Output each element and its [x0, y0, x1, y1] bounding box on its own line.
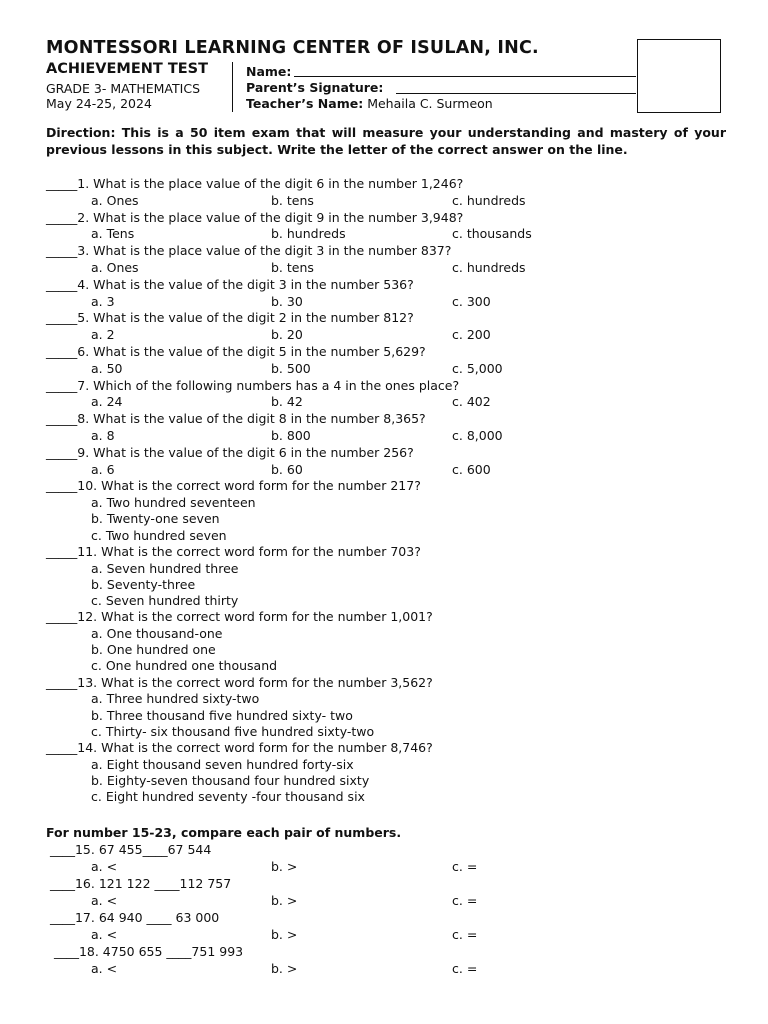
parent-signature-field[interactable] [246, 80, 383, 95]
compare-question-15: ____15. 67 455____67 544 [46, 842, 212, 857]
q10-option-c: c. Two hundred seven [91, 527, 227, 543]
question-1: _____1. What is the place value of the digit 6 in the number 1,246? [46, 176, 464, 191]
photo-box [637, 39, 721, 113]
q1-option-a: a. Ones [91, 192, 139, 208]
q7-option-a: a. 24 [91, 394, 123, 410]
question-3: _____3. What is the place value of the digit 3 in the number 837? [46, 243, 452, 259]
q6-option-c: c. 5,000 [452, 360, 503, 376]
q15-option-b: b. > [271, 859, 298, 874]
q11-option-c: c. Seven hundred thirty [91, 593, 239, 608]
question-12: _____12. What is the correct word form for the number 1,001? [46, 609, 433, 625]
compare-heading: For number 15-23, compare each pair of numbers. [46, 825, 402, 840]
q13-option-b: b. Three thousand five hundred sixty- two [91, 707, 353, 723]
test-title: ACHIEVEMENT TEST [46, 61, 208, 77]
q13-option-a: a. Three hundred sixty-two [91, 691, 260, 707]
q10-option-a: a. Two hundred seventeen [91, 495, 256, 511]
q5-option-c: c. 200 [452, 327, 491, 343]
q3-option-a: a. Ones [91, 260, 139, 275]
grade-subject: GRADE 3- MATHEMATICS [46, 81, 200, 96]
q4-option-b: b. 30 [271, 293, 303, 309]
question-11: _____11. What is the correct word form for the number 703? [46, 543, 421, 559]
q17-option-c: c. = [452, 927, 478, 942]
q9-option-a: a. 6 [91, 461, 115, 477]
parent-signature-underline [396, 93, 636, 94]
q12-option-b: b. One hundred one [91, 642, 216, 658]
q17-option-a: a. < [91, 927, 118, 942]
q6-option-b: b. 500 [271, 360, 311, 376]
q17-option-b: b. > [271, 927, 298, 942]
compare-question-18: ____18. 4750 655 ____751 993 [46, 944, 244, 959]
q4-option-a: a. 3 [91, 293, 115, 309]
question-6: _____6. What is the value of the digit 5 in the number 5,629? [46, 344, 426, 359]
q18-option-a: a. < [91, 961, 118, 976]
q1-option-c: c. hundreds [452, 192, 526, 208]
q14-option-c: c. Eight hundred seventy -four thousand six [91, 789, 365, 805]
q18-option-b: b. > [271, 961, 298, 976]
q14-option-a: a. Eight thousand seven hundred forty-six [91, 756, 354, 772]
q13-option-c: c. Thirty- six thousand five hundred sixty-two [91, 723, 375, 739]
q3-option-c: c. hundreds [452, 260, 526, 275]
question-7: _____7. Which of the following numbers has a 4 in the ones place? [46, 377, 460, 393]
question-2: _____2. What is the place value of the digit 9 in the number 3,948? [46, 209, 464, 225]
q16-option-c: c. = [452, 893, 478, 908]
question-9: _____9. What is the value of the digit 6 in the number 256? [46, 444, 414, 460]
q3-option-b: b. tens [271, 260, 314, 275]
q2-option-c: c. thousands [452, 226, 532, 242]
header-divider [232, 62, 233, 112]
name-underline [294, 76, 636, 77]
question-5: _____5. What is the value of the digit 2 in the number 812? [46, 310, 414, 326]
compare-question-17: ____17. 64 940 ____ 63 000 [46, 910, 220, 925]
q15-option-a: a. < [91, 859, 118, 874]
parent-signature-label: Parent’s Signature: [246, 80, 384, 95]
question-14: _____14. What is the correct word form for the number 8,746? [46, 740, 433, 755]
question-10: _____10. What is the correct word form for the number 217? [46, 478, 421, 494]
name-label: Name: [246, 64, 292, 79]
q6-option-a: a. 50 [91, 360, 123, 376]
q18-option-c: c. = [452, 961, 478, 976]
q7-option-b: b. 42 [271, 394, 303, 410]
q2-option-b: b. hundreds [271, 226, 346, 242]
directions: Direction: This is a 50 item exam that will measure your understanding and mastery of your previous lessons in this subject. Write the letter of the correct answer on the line. [46, 125, 726, 157]
exam-date: May 24-25, 2024 [46, 96, 152, 111]
q2-option-a: a. Tens [91, 226, 135, 242]
q14-option-b: b. Eighty-seven thousand four hundred sixty [91, 773, 370, 788]
q8-option-c: c. 8,000 [452, 428, 503, 443]
q12-option-c: c. One hundred one thousand [91, 658, 278, 674]
q11-option-b: b. Seventy-three [91, 576, 196, 592]
q12-option-a: a. One thousand-one [91, 626, 223, 641]
q5-option-a: a. 2 [91, 327, 115, 343]
name-field[interactable] [246, 64, 291, 79]
q4-option-c: c. 300 [452, 293, 491, 309]
q8-option-b: b. 800 [271, 428, 311, 443]
question-8: _____8. What is the value of the digit 8 in the number 8,365? [46, 411, 426, 427]
q9-option-b: b. 60 [271, 461, 303, 477]
q16-option-a: a. < [91, 893, 118, 908]
teacher-field [246, 96, 493, 111]
q9-option-c: c. 600 [452, 461, 491, 477]
q1-option-b: b. tens [271, 192, 314, 208]
q8-option-a: a. 8 [91, 428, 115, 443]
q11-option-a: a. Seven hundred three [91, 560, 239, 576]
compare-question-16: ____16. 121 122 ____112 757 [46, 876, 232, 891]
q7-option-c: c. 402 [452, 394, 491, 410]
q10-option-b: b. Twenty-one seven [91, 511, 220, 527]
q5-option-b: b. 20 [271, 327, 303, 343]
question-13: _____13. What is the correct word form for the number 3,562? [46, 674, 433, 690]
q15-option-c: c. = [452, 859, 478, 874]
teacher-label: Teacher’s Name: [246, 96, 364, 111]
q16-option-b: b. > [271, 893, 298, 908]
school-name: MONTESSORI LEARNING CENTER OF ISULAN, INC. [46, 38, 539, 58]
teacher-name: Mehaila C. Surmeon [367, 96, 493, 111]
question-4: _____4. What is the value of the digit 3 in the number 536? [46, 276, 414, 292]
